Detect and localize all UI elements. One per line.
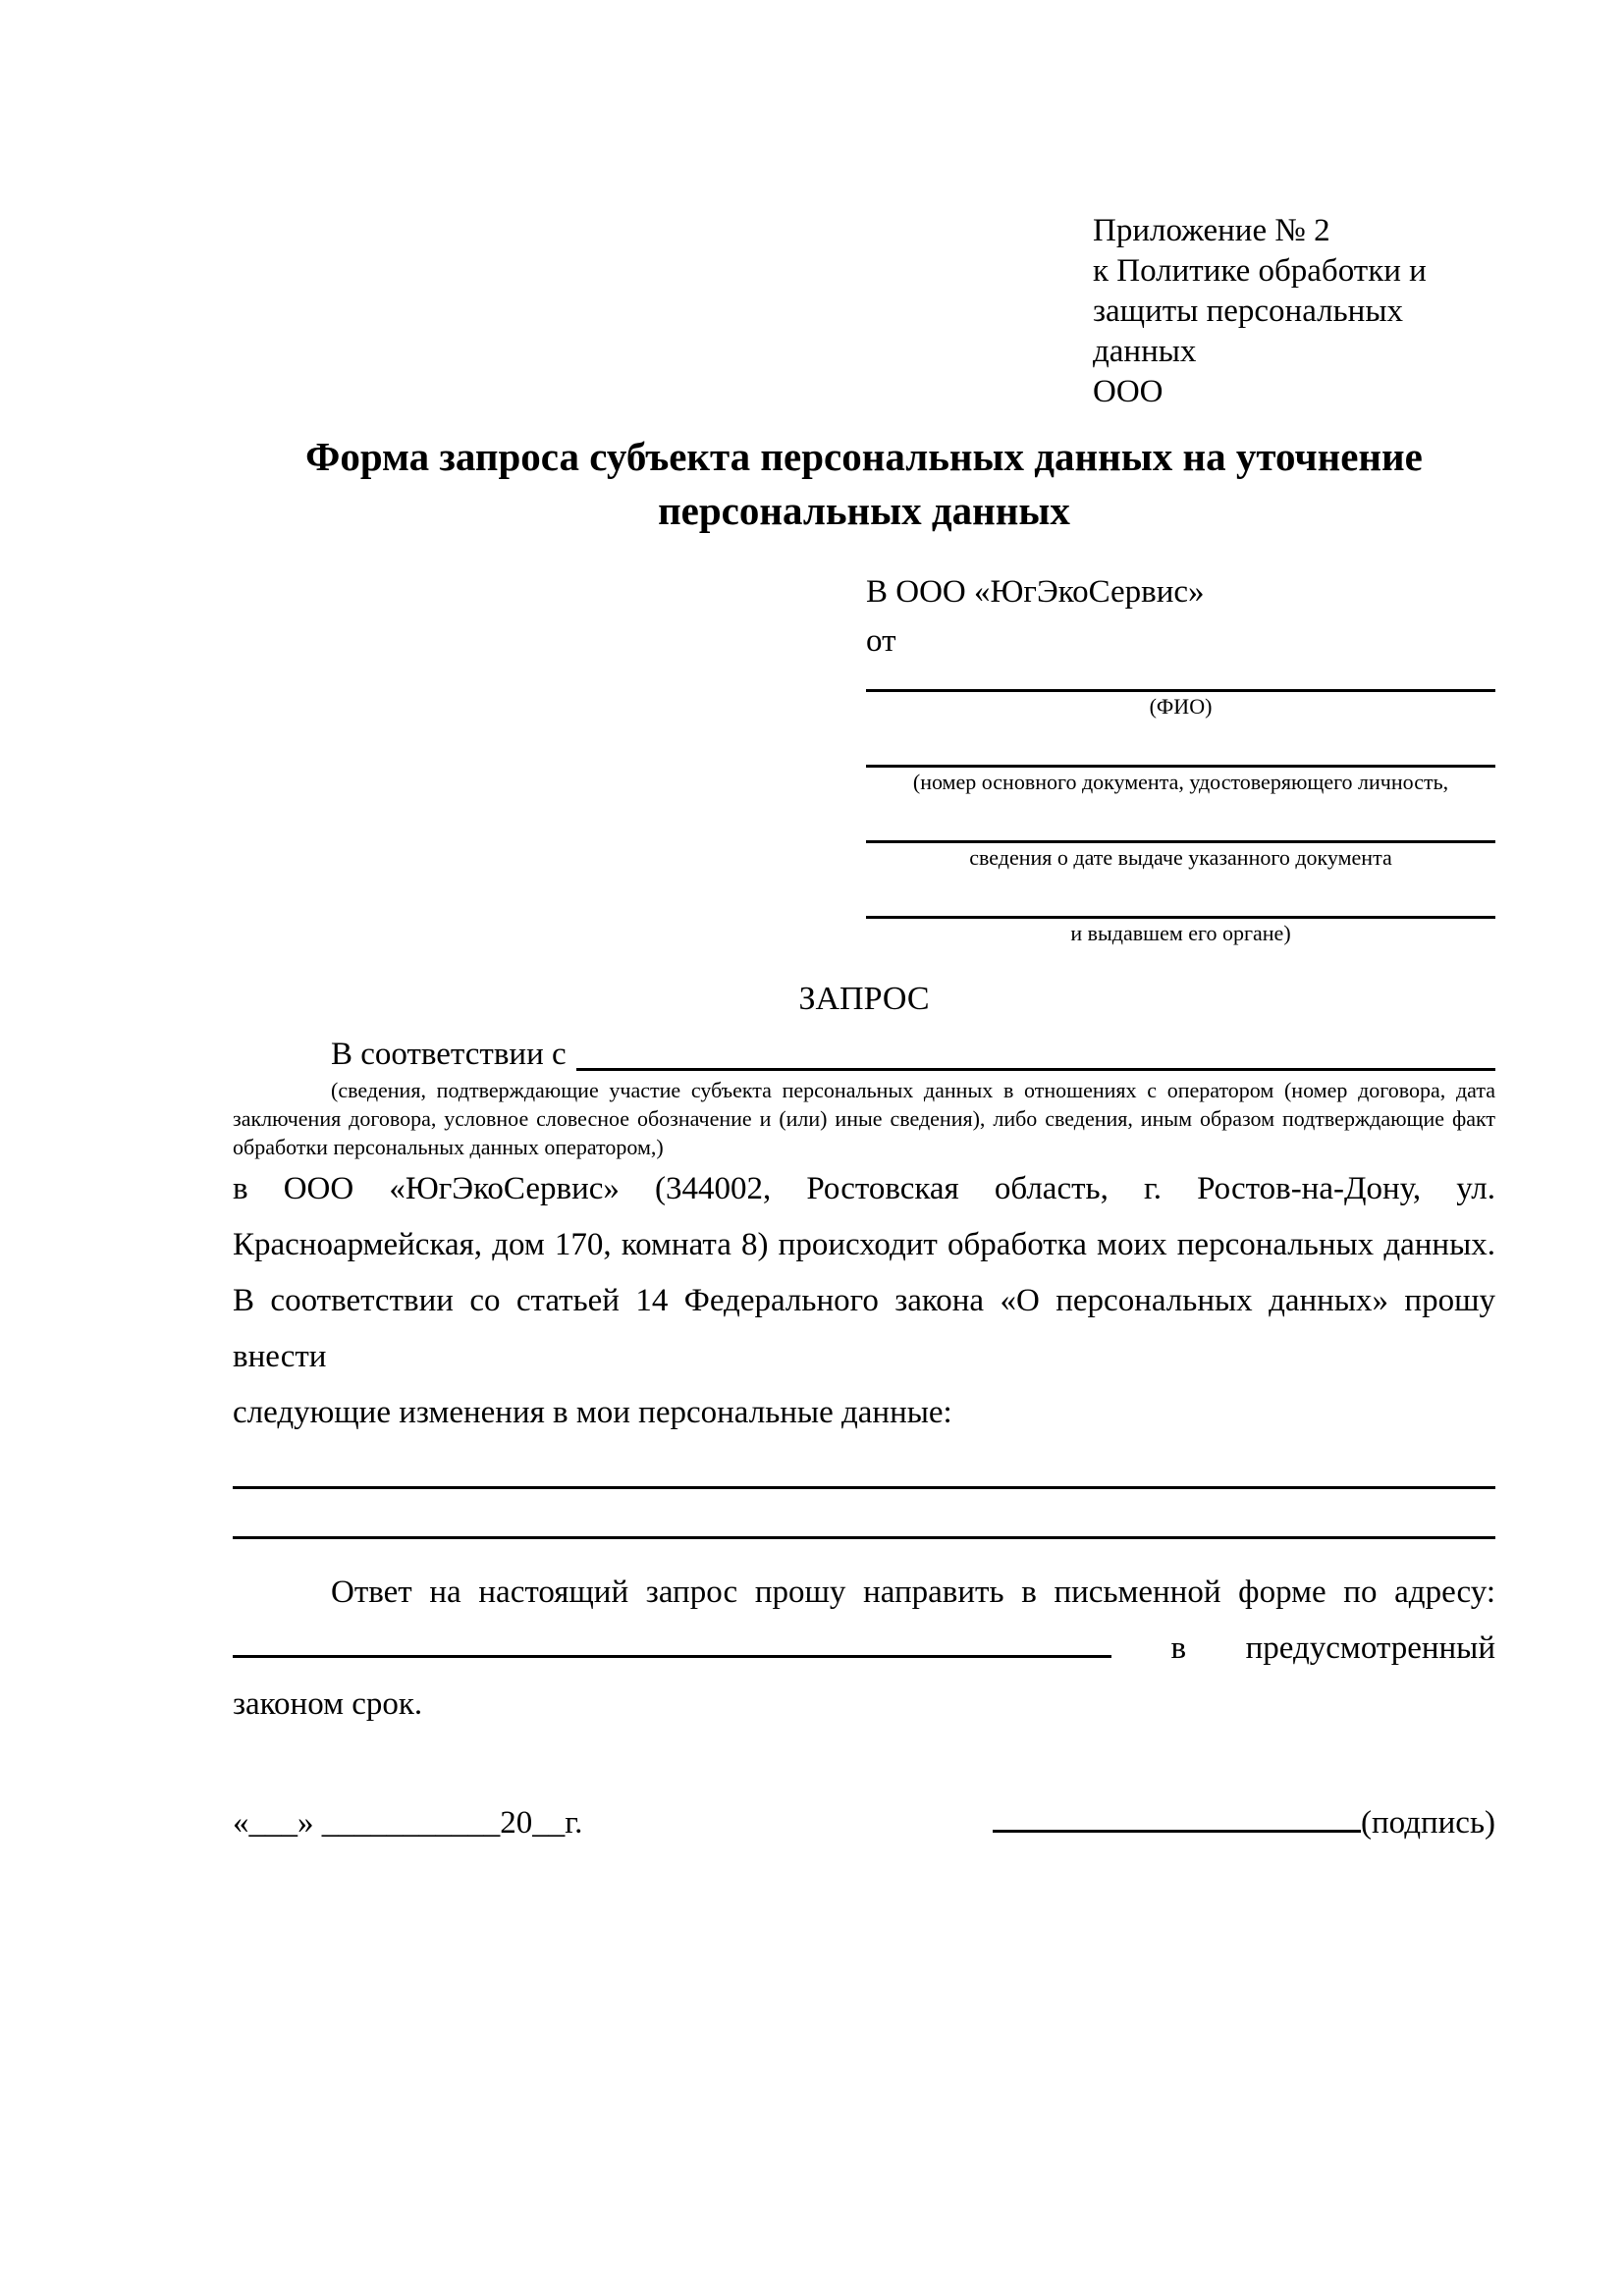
footer-row [233, 1801, 1495, 1844]
reply-word-1: в [1170, 1630, 1187, 1666]
fine-print [233, 1076, 1495, 1161]
accordance-lead-text: В соответствии с [331, 1037, 567, 1072]
recipient-block [866, 571, 1495, 948]
reply-word-2: предусмотренный [1245, 1630, 1496, 1666]
issue-date-blank-line[interactable] [866, 797, 1495, 843]
appendix-line-2: к Политике обработки и [1093, 253, 1427, 289]
appendix-note [1093, 211, 1495, 412]
reply-line-3: законом срок. [233, 1686, 423, 1722]
fio-field [866, 662, 1495, 721]
issuing-authority-blank-line[interactable] [866, 873, 1495, 919]
from-label: от [866, 623, 896, 659]
form-title: Форма запроса субъекта персональных данных на уточнение персональных данных [305, 434, 1423, 533]
appendix-line-1: Приложение № 2 [1093, 213, 1330, 248]
signature-area [993, 1801, 1495, 1844]
document-number-field [866, 721, 1495, 797]
recipient-organization: В ООО «ЮгЭкоСервис» [866, 574, 1205, 610]
fio-blank-line[interactable] [866, 662, 1495, 692]
changes-blank-line-2[interactable] [233, 1489, 1495, 1539]
fine-print-line-2: заключения договора, условное словесное обозначение и (или) иные сведения), либо сведения, иным образом подтверждающие факт [233, 1106, 1495, 1131]
date-blank[interactable]: «___» ___________20__г. [233, 1805, 583, 1841]
signature-blank-line[interactable] [993, 1830, 1361, 1833]
document-number-blank-line[interactable] [866, 721, 1495, 768]
body-paragraph [233, 1161, 1495, 1441]
request-heading: ЗАПРОС [798, 981, 930, 1017]
document-number-caption: (номер основного документа, удостоверяющего личность, [912, 770, 1449, 794]
reply-address-row [233, 1621, 1495, 1677]
issuing-authority-field [866, 873, 1495, 948]
fio-caption: (ФИО) [1149, 694, 1213, 719]
changes-blank-line-1[interactable] [233, 1441, 1495, 1489]
issue-date-caption: сведения о дате выдаче указанного документа [969, 845, 1392, 870]
reply-line-1: Ответ на настоящий запрос прошу направить в письменной форме по адресу: [331, 1575, 1495, 1610]
accordance-row [233, 1033, 1495, 1076]
body-line-4: следующие изменения в мои персональные данные: [233, 1395, 952, 1430]
fine-print-line-3: обработки персональных данных оператором,) [233, 1135, 664, 1159]
body-line-1: в ООО «ЮгЭкоСервис» (344002, Ростовская область, г. Ростов-на-Дону, ул. [233, 1171, 1495, 1206]
fine-print-line-1: (сведения, подтверждающие участие субъекта персональных данных в отношениях с оператором (номер договора, дата [331, 1078, 1495, 1102]
appendix-line-3: защиты персональных данных [1093, 294, 1403, 369]
signature-caption: (подпись) [1361, 1805, 1495, 1841]
issuing-authority-caption: и выдавшем его органе) [1070, 921, 1291, 945]
accordance-blank-line[interactable] [576, 1033, 1495, 1071]
body-line-2: Красноармейская, дом 170, комната 8) происходит обработка моих персональных данных. [233, 1227, 1495, 1262]
issue-date-field [866, 797, 1495, 873]
body-line-3: В соответствии со статьей 14 Федерального закона «О персональных данных» прошу внести [233, 1283, 1495, 1374]
reply-paragraph [233, 1565, 1495, 1733]
address-blank-line[interactable] [233, 1655, 1111, 1658]
appendix-line-4: ООО [1093, 374, 1164, 409]
